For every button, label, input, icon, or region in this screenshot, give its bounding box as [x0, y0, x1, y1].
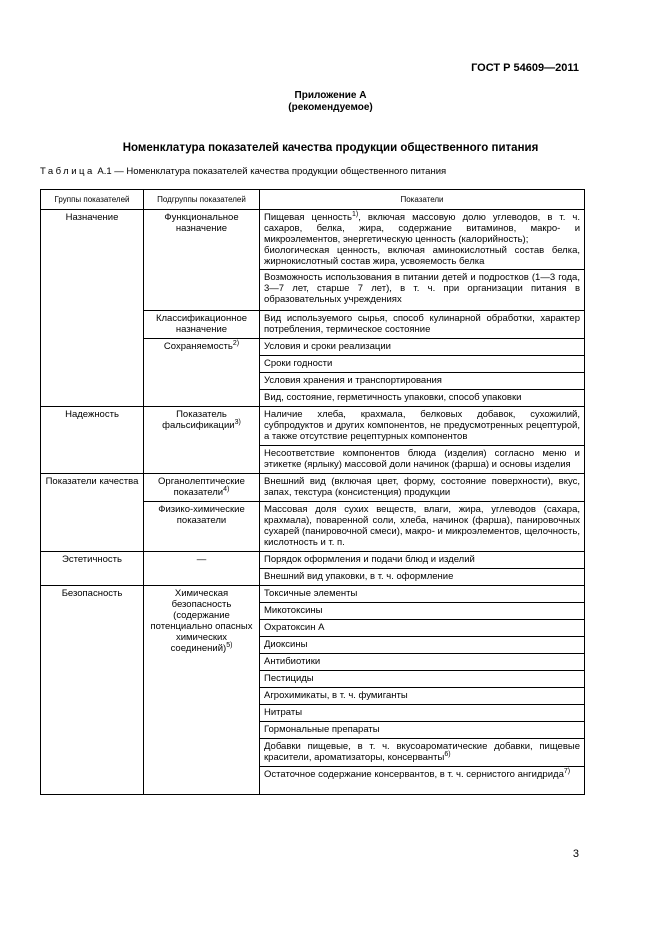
- indicator-pesticides: Пестициды: [260, 671, 585, 688]
- indicator-children: Возможность использования в питании детей и подростков (1—3 года, 3—7 лет, старше 7 лет), в т. ч. при организации питания в образовательных учреждениях: [260, 270, 585, 311]
- page-number: 3: [572, 848, 579, 860]
- table-caption-label: Таблица: [40, 166, 95, 177]
- group-purpose: Назначение: [41, 210, 144, 407]
- indicator-pack-look: Внешний вид упаковки, в т. ч. оформление: [260, 569, 585, 586]
- indicator-mismatch: Несоответствие компонентов блюда (изделия) согласно меню и этикетке (ярлыку) массовой доли начинок (фарша) и основы изделия: [260, 446, 585, 474]
- subgroup-preservation: Сохраняемость$^{2)}$: [144, 339, 260, 407]
- group-quality: Показатели качества: [41, 474, 144, 552]
- section-title: Номенклатура показателей качества продукции общественного питания: [122, 142, 539, 154]
- indicator-toxic: Токсичные элементы: [260, 586, 585, 603]
- indicator-sales: Условия и сроки реализации: [260, 339, 585, 356]
- indicator-ochra: Охратоксин А: [260, 620, 585, 637]
- standard-number: ГОСТ Р 54609—2011: [471, 62, 579, 74]
- table-row: [41, 586, 585, 603]
- indicator-shelf: Сроки годности: [260, 356, 585, 373]
- indicator-antibiotics: Антибиотики: [260, 654, 585, 671]
- subgroup-aesthetic: —: [144, 552, 260, 586]
- indicator-hormonal: Гормональные препараты: [260, 722, 585, 739]
- indicator-mass: Массовая доля сухих веществ, влаги, жира, углеводов (сахара, крахмала), поваренной соли, хлеба, начинок (фарша), панировочных сухарей (панировочной смеси), макро- и микроэлементов, щелочность, кислотность и т. п.: [260, 502, 585, 552]
- header-groups: Группы показателей: [41, 190, 144, 210]
- table-caption-text: А.1 — Номенклатура показателей качества продукции общественного питания: [94, 166, 447, 177]
- header-subgroups: Подгруппы показателей: [144, 190, 260, 210]
- group-safety: Безопасность: [41, 586, 144, 795]
- subgroup-functional: Функциональное назначение: [144, 210, 260, 311]
- indicator-agro: Агрохимикаты, в т. ч. фумиганты: [260, 688, 585, 705]
- table-row: [41, 210, 585, 270]
- indicator-myco: Микотоксины: [260, 603, 585, 620]
- subgroup-falsification: Показатель фальсификации$^{3)}$: [144, 407, 260, 474]
- indicator-bread: Наличие хлеба, крахмала, белковых добавок, сухожилий, субпродуктов и других компонентов, не предусмотренных рецептурой, а также отсутствие рецептурных компонентов: [260, 407, 585, 446]
- indicator-dioxins: Диоксины: [260, 637, 585, 654]
- table-row: [41, 474, 585, 502]
- subgroup-physchem: Физико-химические показатели: [144, 502, 260, 552]
- indicator-raw: Вид используемого сырья, способ кулинарной обработки, характер потребления, термическое состояние: [260, 311, 585, 339]
- table-row: [41, 552, 585, 569]
- table-caption: [40, 166, 446, 177]
- indicator-nitrates: Нитраты: [260, 705, 585, 722]
- indicator-residual: Остаточное содержание консервантов, в т. ч. сернистого ангидрида$^{7)}$: [260, 767, 585, 795]
- subgroup-chemical: Химическая безопасность (содержание потенциально опасных химических соединений)$^{5)}$: [144, 586, 260, 795]
- appendix-subtitle: (рекомендуемое): [288, 102, 373, 113]
- table-row: [41, 407, 585, 446]
- appendix-title: Приложение А: [294, 90, 367, 101]
- indicator-package: Вид, состояние, герметичность упаковки, способ упаковки: [260, 390, 585, 407]
- appendix-heading: [0, 90, 661, 114]
- indicator-nutrition: Пищевая ценность$^{1)}$, включая массовую долю углеводов, в т. ч. сахаров, белка, жира, содержание витаминов, макро- и микроэлементов, энергетическую ценность (калорийность); биологическая ценность, включая аминокислотный состав белка, жирнокислотный состав жира, усвояемость белка: [260, 210, 585, 270]
- group-aesthetic: Эстетичность: [41, 552, 144, 586]
- indicator-appearance: Внешний вид (включая цвет, форму, состояние поверхности), вкус, запах, текстура (консистенция) продукции: [260, 474, 585, 502]
- indicator-serving: Порядок оформления и подачи блюд и изделий: [260, 552, 585, 569]
- subgroup-organoleptic: Органолептические показатели$^{4)}$: [144, 474, 260, 502]
- indicator-storage: Условия хранения и транспортирования: [260, 373, 585, 390]
- subgroup-classification: Классификационное назначение: [144, 311, 260, 339]
- table-header-row: [41, 190, 585, 210]
- group-reliability: Надежность: [41, 407, 144, 474]
- header-indicators: Показатели: [260, 190, 585, 210]
- indicators-table: [40, 189, 585, 795]
- indicator-additives: Добавки пищевые, в т. ч. вкусоароматические добавки, пищевые красители, ароматизаторы, консерванты$^{6)}$: [260, 739, 585, 767]
